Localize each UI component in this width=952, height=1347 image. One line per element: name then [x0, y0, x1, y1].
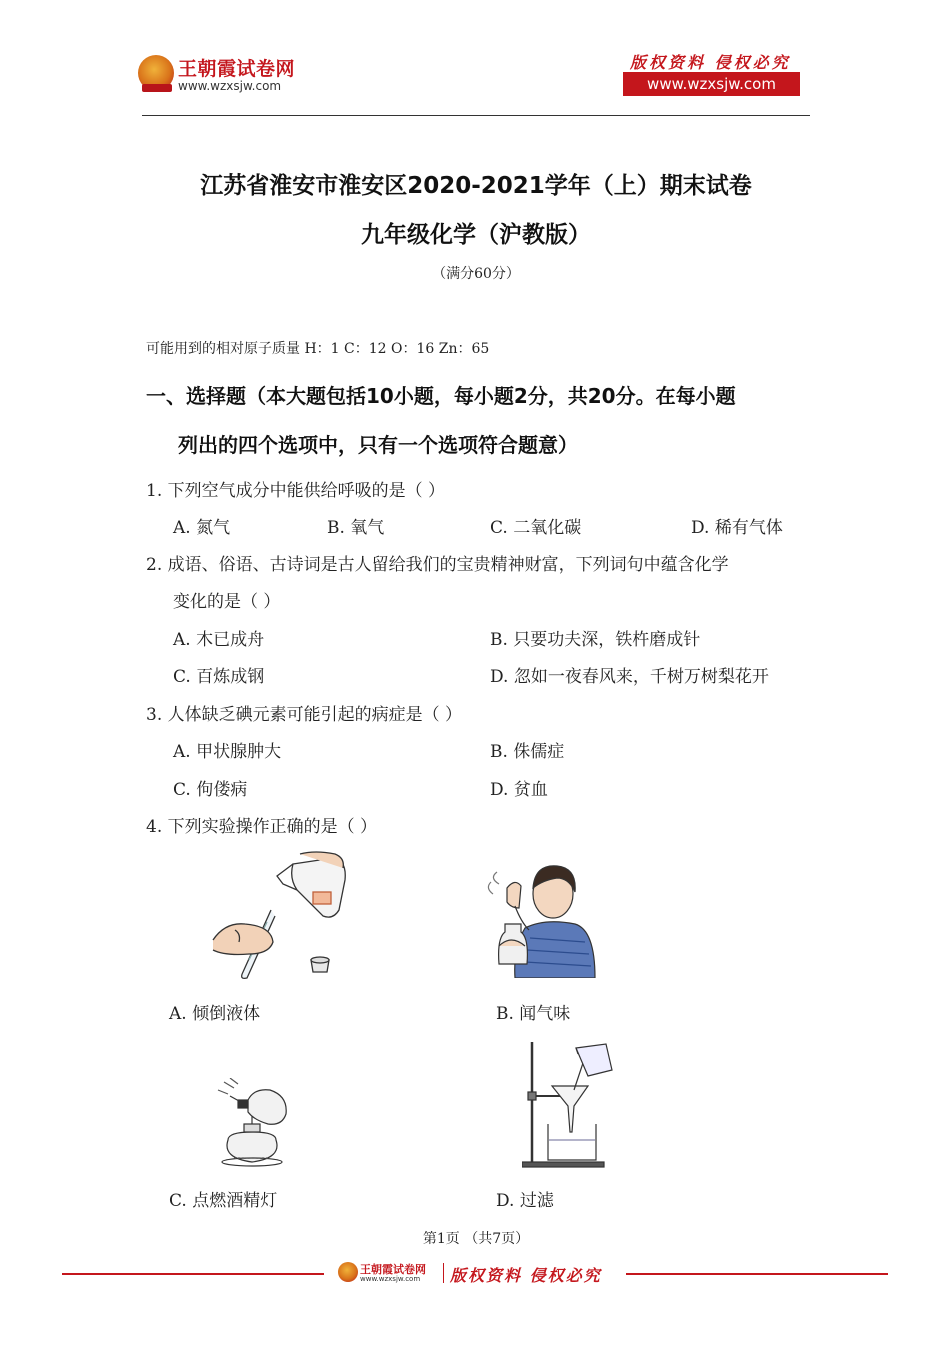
logo-url: www.wzxsjw.com	[178, 79, 282, 93]
question-3-stem: 3. 人体缺乏碘元素可能引起的病症是（ ）	[146, 705, 463, 725]
q4-option-b: B. 闻气味	[496, 1004, 571, 1024]
total-score: （满分60分）	[432, 266, 520, 282]
exam-subtitle: 九年级化学（沪教版）	[361, 222, 591, 248]
filtration-figure	[522, 1040, 618, 1168]
q3-option-d: D. 贫血	[490, 780, 548, 800]
q2-option-c: C. 百炼成钢	[173, 667, 265, 687]
question-2-stem-cont: 变化的是（ ）	[173, 592, 281, 612]
question-2-stem: 2. 成语、俗语、古诗词是古人留给我们的宝贵精神财富，下列词句中蕴含化学	[146, 555, 729, 575]
header-divider	[142, 115, 810, 116]
logo-name: 王朝霞试卷网	[178, 58, 296, 80]
smelling-gas-figure	[485, 858, 600, 978]
footer-copyright: 版权资料 侵权必究	[450, 1266, 602, 1285]
q4-option-d: D. 过滤	[496, 1191, 554, 1211]
footer-divider-right	[626, 1273, 888, 1275]
copyright-notice: 版权资料 侵权必究	[630, 53, 791, 72]
q4-option-c: C. 点燃酒精灯	[169, 1191, 278, 1211]
q1-option-b: B. 氧气	[327, 518, 385, 538]
alcohol-lamp-figure	[208, 1078, 298, 1168]
logo-ribbon	[142, 84, 172, 92]
footer-logo-icon	[338, 1262, 358, 1282]
footer-separator	[443, 1263, 444, 1283]
q3-option-c: C. 佝偻病	[173, 780, 248, 800]
footer-logo-name: 王朝霞试卷网	[360, 1263, 426, 1276]
q2-option-a: A. 木已成舟	[173, 630, 265, 650]
atomic-masses: 可能用到的相对原子质量 H：1 C：12 O：16 Zn：65	[146, 341, 490, 357]
section-heading-cont: 列出的四个选项中，只有一个选项符合题意）	[178, 433, 578, 457]
q2-option-d: D. 忽如一夜春风来，千树万树梨花开	[490, 667, 769, 687]
question-1-stem: 1. 下列空气成分中能供给呼吸的是（ ）	[146, 481, 446, 501]
footer-logo-url: www.wzxsjw.com	[360, 1275, 421, 1283]
section-heading: 一、选择题（本大题包括10小题，每小题2分，共20分。在每小题	[146, 384, 736, 408]
q1-option-d: D. 稀有气体	[691, 518, 783, 538]
header-url-badge: www.wzxsjw.com	[623, 72, 800, 96]
page-number: 第1页 （共7页）	[422, 1231, 530, 1247]
q4-option-a: A. 倾倒液体	[169, 1004, 261, 1024]
q3-option-b: B. 侏儒症	[490, 742, 565, 762]
pouring-liquid-figure	[205, 850, 355, 980]
q2-option-b: B. 只要功夫深，铁杵磨成针	[490, 630, 701, 650]
question-4-stem: 4. 下列实验操作正确的是（ ）	[146, 817, 378, 837]
exam-title: 江苏省淮安市淮安区2020-2021学年（上）期末试卷	[200, 173, 752, 199]
q3-option-a: A. 甲状腺肿大	[173, 742, 282, 762]
q1-option-c: C. 二氧化碳	[490, 518, 582, 538]
footer-divider-left	[62, 1273, 324, 1275]
q1-option-a: A. 氮气	[173, 518, 231, 538]
